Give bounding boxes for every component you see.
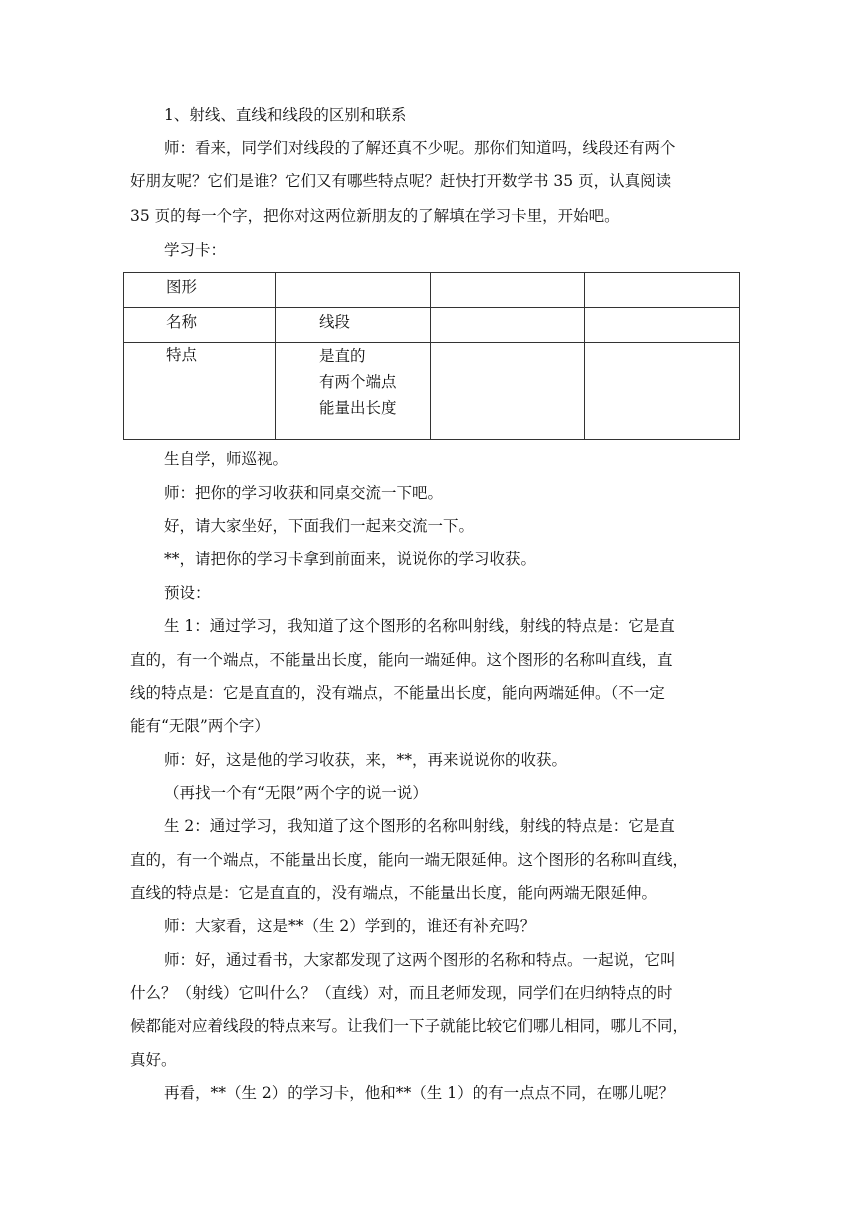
- table-cell-shape-label: 图形: [166, 278, 198, 296]
- table-cell-feature-values: [276, 343, 430, 421]
- card-label: 学习卡：: [164, 241, 227, 259]
- paragraph-line: 生 1：通过学习，我知道了这个图形的名称叫射线，射线的特点是：它是直: [164, 617, 675, 635]
- paragraph-line: 候都能对应着线段的特点来写。让我们一下子就能比较它们哪儿相同，哪儿不同，: [130, 1017, 689, 1035]
- paragraph-line: 师：看来，同学们对线段的了解还真不少呢。那你们知道吗，线段还有两个: [164, 139, 676, 157]
- paragraph-line: （再找一个有“无限”两个字的说一说）: [164, 784, 428, 802]
- section-heading: 1、射线、直线和线段的区别和联系: [164, 106, 407, 124]
- paragraph-line: 直的，有一个端点，不能量出长度，能向一端延伸。这个图形的名称叫直线，直: [130, 651, 673, 669]
- feature-item: 是直的: [319, 347, 366, 365]
- feature-item: 有两个端点: [319, 373, 397, 391]
- paragraph-line: 预设：: [164, 584, 211, 602]
- table-row: [124, 308, 740, 343]
- paragraph-line: 好朋友呢？它们是谁？它们又有哪些特点呢？赶快打开数学书 35 页，认真阅读: [130, 172, 672, 190]
- paragraph-line: 师：大家看，这是**（生 2）学到的，谁还有补充吗？: [164, 917, 536, 935]
- paragraph-line: 师：把你的学习收获和同桌交流一下吧。: [164, 484, 444, 502]
- paragraph-line: 师：好，这是他的学习收获，来，**，再来说说你的收获。: [164, 751, 568, 769]
- paragraph-line: 什么？（射线）它叫什么？（直线）对，而且老师发现，同学们在归纳特点的时: [130, 984, 673, 1002]
- paragraph-line: 直线的特点是：它是直直的，没有端点，不能量出长度，能向两端无限延伸。: [130, 884, 658, 902]
- paragraph-line: 生自学，师巡视。: [164, 450, 289, 468]
- paragraph-line: 生 2：通过学习，我知道了这个图形的名称叫射线，射线的特点是：它是直: [164, 817, 675, 835]
- paragraph-line: 35 页的每一个字，把你对这两位新朋友的了解填在学习卡里，开始吧。: [130, 207, 620, 225]
- table-cell-name-value: 线段: [319, 313, 351, 331]
- table-row: [124, 343, 740, 440]
- table-row: [124, 273, 740, 308]
- paragraph-line: 直的，有一个端点，不能量出长度，能向一端无限延伸。这个图形的名称叫直线，: [130, 851, 689, 869]
- paragraph-line: 线的特点是：它是直直的，没有端点，不能量出长度，能向两端延伸。（不一定: [130, 684, 665, 702]
- paragraph-line: 真好。: [130, 1051, 177, 1069]
- paragraph-line: 再看，**（生 2）的学习卡，他和**（生 1）的有一点点不同，在哪儿呢？: [164, 1084, 675, 1102]
- paragraph-line: 能有“无限”两个字）: [130, 717, 270, 735]
- paragraph-line: 师：好，通过看书，大家都发现了这两个图形的名称和特点。一起说，它叫: [164, 951, 676, 969]
- paragraph-line: 好，请大家坐好，下面我们一起来交流一下。: [164, 517, 475, 535]
- study-card-table: [123, 272, 740, 440]
- feature-item: 能量出长度: [319, 399, 397, 417]
- table-cell-feature-label: 特点: [166, 346, 198, 364]
- table-cell-name-label: 名称: [166, 313, 198, 331]
- paragraph-line: **，请把你的学习卡拿到前面来，说说你的学习收获。: [164, 550, 537, 568]
